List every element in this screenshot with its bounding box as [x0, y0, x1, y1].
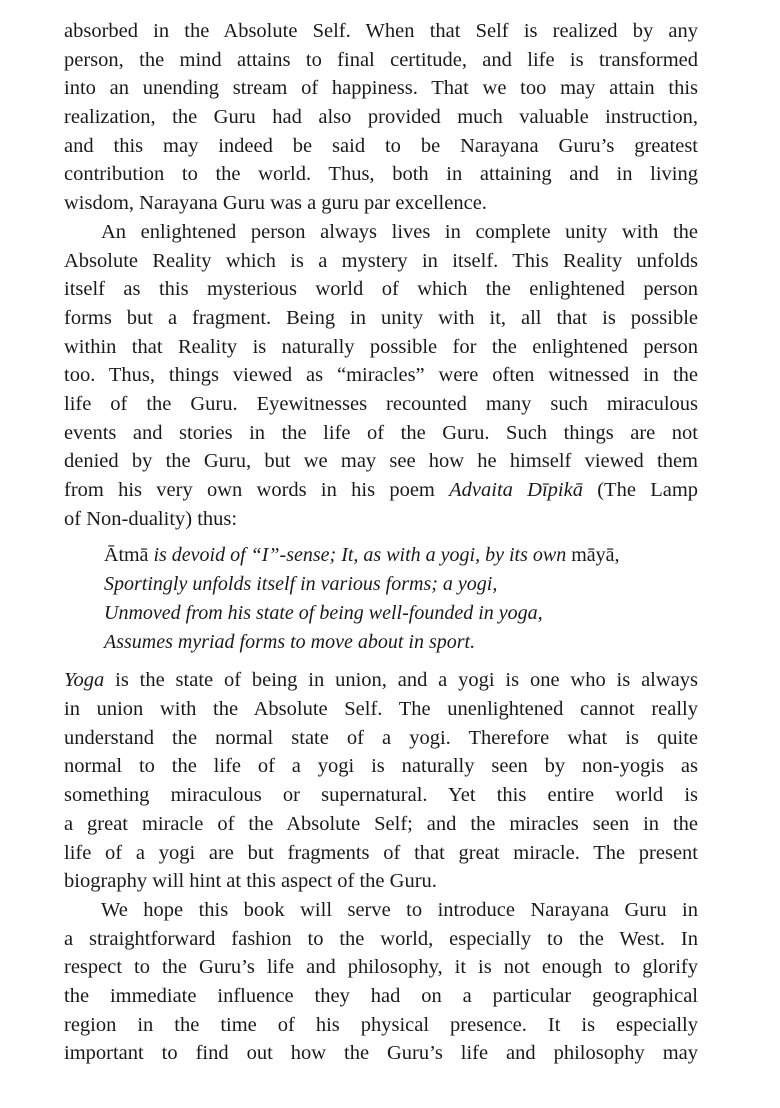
verse-line: Sportingly unfolds itself in various forms; a yogi,: [104, 573, 498, 596]
paragraph-2: [64, 218, 698, 534]
verse-quote: [64, 541, 698, 657]
text-run: is the state of being in union, and a yogi is one who is always: [104, 669, 698, 692]
text-line: wisdom, Narayana Guru was a guru par excellence.: [64, 192, 487, 215]
text-line: We hope this book will serve to introduce Narayana Guru in: [101, 898, 698, 921]
text-line: something miraculous or supernatural. Yet this entire world is: [64, 784, 698, 807]
text-line: life of the Guru. Eyewitnesses recounted many such miraculous: [64, 392, 698, 415]
text-line: region in the time of his physical presence. It is especially: [64, 1013, 698, 1036]
text-line: forms but a fragment. Being in unity with it, all that is possible: [64, 306, 698, 329]
text-line: biography will hint at this aspect of the Guru.: [64, 870, 437, 893]
text-line: a straightforward fashion to the world, especially to the West. In: [64, 927, 698, 950]
text-line: [64, 666, 698, 695]
verse-line: Unmoved from his state of being well-founded in yoga,: [104, 602, 543, 625]
text-line: within that Reality is naturally possible for the enlightened person: [64, 335, 698, 358]
text-line: An enlightened person always lives in complete unity with the: [101, 220, 698, 243]
text-line: respect to the Guru’s life and philosophy, it is not enough to glorify: [64, 956, 698, 979]
text-line: the immediate influence they had on a particular geographical: [64, 984, 698, 1007]
verse-line: [104, 541, 698, 570]
sanskrit-term: māyā,: [571, 544, 620, 567]
text-line: Absolute Reality which is a mystery in itself. This Reality unfolds: [64, 249, 698, 272]
text-line: and this may indeed be said to be Narayana Guru’s greatest: [64, 134, 698, 157]
text-line: absorbed in the Absolute Self. When that Self is realized by any: [64, 20, 698, 42]
text-line: events and stories in the life of the Guru. Such things are not: [64, 421, 698, 444]
text-line: in union with the Absolute Self. The unenlightened cannot really: [64, 698, 698, 721]
text-line: important to find out how the Guru’s life and philosophy may: [64, 1042, 698, 1065]
text-line: [64, 476, 698, 505]
verse-line: Assumes myriad forms to move about in sport.: [104, 631, 476, 654]
paragraph-3: [64, 666, 698, 896]
text-run: is devoid of “I”-sense; It, as with a yogi, by its own: [148, 544, 572, 567]
text-line: itself as this mysterious world of which the enlightened person: [64, 278, 698, 301]
text-line: too. Thus, things viewed as “miracles” were often witnessed in the: [64, 364, 698, 387]
text-line: contribution to the world. Thus, both in attaining and in living: [64, 163, 698, 186]
text-line: person, the mind attains to final certitude, and life is transformed: [64, 48, 698, 71]
paragraph-4: [64, 896, 698, 1068]
text-run: from his very own words in his poem: [64, 479, 450, 501]
sanskrit-term: Ātmā: [104, 544, 149, 567]
text-line: life of a yogi are but fragments of that great miracle. The present: [64, 841, 698, 864]
emphasized-term: Yoga: [64, 669, 105, 692]
text-line: of Non-duality) thus:: [64, 507, 238, 530]
text-line: into an unending stream of happiness. That we too may attain this: [64, 77, 698, 100]
poem-title: Advaita Dīpikā: [449, 479, 583, 501]
text-run: (The Lamp: [582, 479, 699, 501]
paragraph-1: [64, 17, 698, 218]
book-page: [64, 17, 698, 1068]
text-line: denied by the Guru, but we may see how he himself viewed them: [64, 450, 698, 473]
text-line: normal to the life of a yogi is naturally seen by non-yogis as: [64, 755, 698, 778]
text-line: realization, the Guru had also provided much valuable instruction,: [64, 106, 698, 129]
text-line: understand the normal state of a yogi. Therefore what is quite: [64, 726, 698, 749]
text-line: a great miracle of the Absolute Self; and the miracles seen in the: [64, 812, 698, 835]
